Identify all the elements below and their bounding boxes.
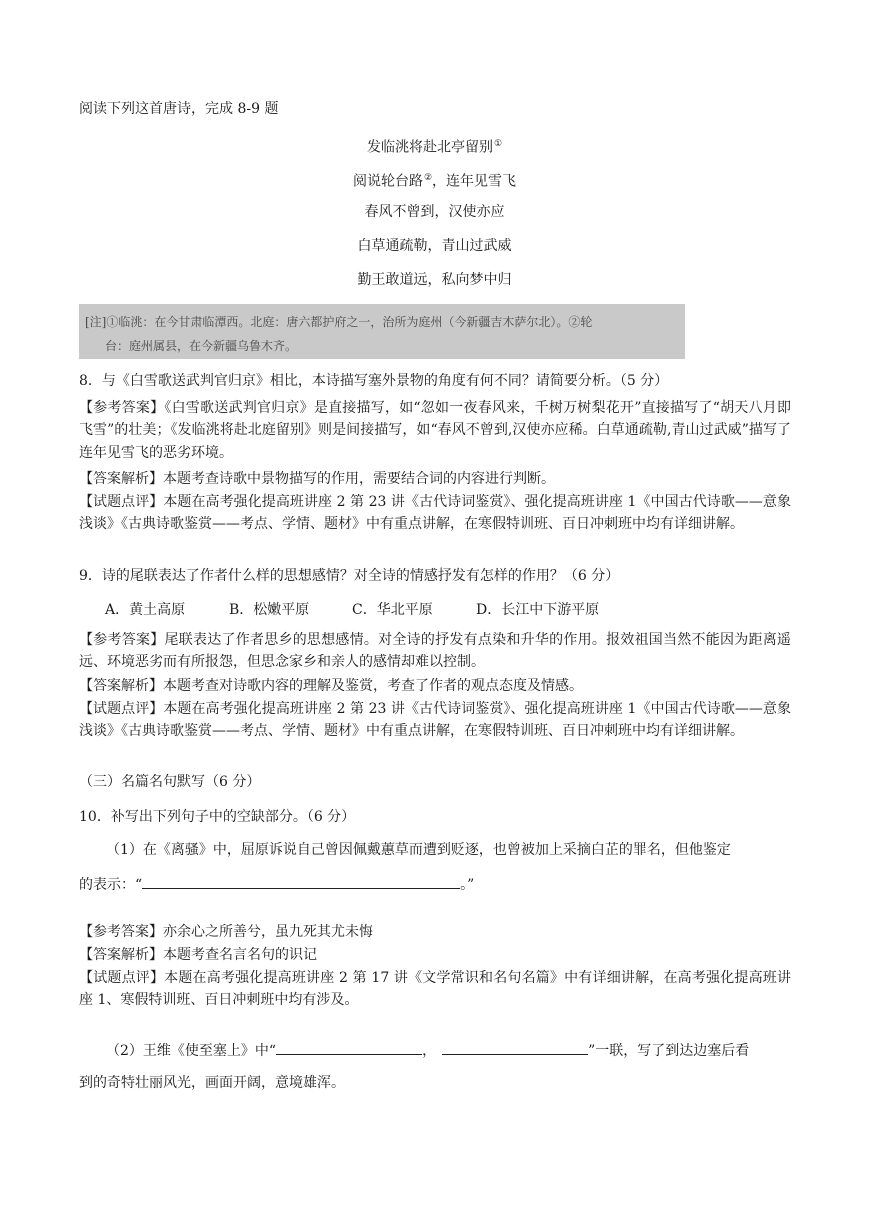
question-9: 9．诗的尾联表达了作者什么样的思想感情？对全诗的情感抒发有怎样的作用？（6 分） [79,568,620,584]
note-line-1: [注]①临洮：在今甘肃临潭西。北庭：唐六都护府之一，治所为庭州（今新疆吉木萨尔北）。②轮 [85,315,593,329]
poem-title [0,134,869,158]
poem-line-1-a: 阅说轮台路 [352,173,423,190]
analysis-text: 本题考查诗歌中景物描写的作用，需要结合词的内容进行判断。 [163,471,555,487]
answer-label: 【参考答案】 [79,924,163,940]
answer-text: 尾联表达了作者思乡的思想感情。对全诗的抒发有点染和升华的作用。报效祖国当然不能因为距离遥远、环境恶劣而有所报怨，但思念家乡和亲人的感情却难以控制。 [79,632,792,671]
q10-sub1-line1: （1）在《离骚》中，屈原诉说自己曾因佩戴蕙草而遭到贬逐，也曾被加上采摘白芷的罪名，但他鉴定 [106,842,731,858]
comment-label: 【试题点评】 [79,701,164,717]
poem-note-box [79,304,685,359]
quote-open: 的表示：“ [79,877,143,893]
poem-line-4: 勤王敢道远，私向梦中归 [357,272,512,288]
comment-text: 本题在高考强化提高班讲座 2 第 17 讲《文学常识和名句名篇》中有详细讲解，在高考强化提高班讲座 1、寒假特训班、百日冲刺班中均有涉及。 [79,970,791,1009]
q8-answer [79,397,791,464]
q10-sub2-line2: 到的奇特壮丽风光，画面开阔，意境雄浑。 [79,1075,345,1091]
q8-comment [79,491,791,536]
option-c: C．华北平原 [352,602,433,618]
option-d: D．长江中下游平原 [476,602,600,618]
answer-text: 《白雪歌送武判官归京》是直接描写，如“忽如一夜春风来，千树万树梨花开”直接描写了“胡天八月即飞雪”的壮美；《发临洮将赴北庭留别》则是间接描写，如“春风不曾到,汉使亦应稀。白草通疏勒,青山过武威”描写了连年见雪飞的恶劣环境。 [79,400,791,461]
answer-text: 亦余心之所善兮，虽九死其尤未悔 [163,924,373,940]
answer-label: 【参考答案】 [79,632,165,648]
q10-sub1-line2 [79,874,474,895]
q8-analysis [79,468,791,490]
note-line-2: 台：庭州属县，在今新疆乌鲁木齐。 [105,339,298,353]
question-8: 8．与《白雪歌送武判官归京》相比，本诗描写塞外景物的角度有何不同？请简要分析。（5 分） [79,373,669,389]
q10-comment [79,967,791,1012]
poem-line-3: 白草通疏勒，青山过武威 [357,238,512,254]
sub2-suffix: ”一联，写了到达边塞后看 [588,1043,750,1059]
fill-blank[interactable] [276,1040,422,1055]
q10-analysis [79,944,791,966]
q9-options [105,600,599,620]
analysis-label: 【答案解析】 [79,947,163,963]
poem-line-1 [0,168,869,192]
q9-analysis [79,675,791,697]
answer-label: 【参考答案】 [79,400,165,416]
poem-line-2: 春风不曾到，汉使亦应 [364,204,505,220]
reading-instruction: 阅读下列这首唐诗，完成 8-9 题 [79,101,279,117]
option-b: B．松嫩平原 [229,602,310,618]
fill-blank[interactable] [142,874,460,889]
fill-blank[interactable] [442,1040,588,1055]
q9-comment [79,698,791,743]
footnote-mark: ① [493,139,503,149]
analysis-label: 【答案解析】 [79,678,163,694]
quote-close: 。” [460,877,475,893]
footnote-mark: ② [423,173,433,183]
section-heading: （三）名篇名句默写（6 分） [79,774,261,790]
comment-text: 本题在高考强化提高班讲座 2 第 23 讲《古代诗词鉴赏》、强化提高班讲座 1《中国古代诗歌——意象浅谈》《古典诗歌鉴赏——考点、学情、题材》中有重点讲解，在寒假特训班、百日冲刺班中均有详细讲解。 [79,701,791,740]
sub2-comma: ， [422,1043,437,1059]
comment-text: 本题在高考强化提高班讲座 2 第 23 讲《古代诗词鉴赏》、强化提高班讲座 1《中国古代诗歌——意象浅谈》《古典诗歌鉴赏——考点、学情、题材》中有重点讲解，在寒假特训班、百日冲刺班中均有详细讲解。 [79,494,791,533]
q9-answer [79,629,791,674]
poem-title-text: 发临洮将赴北亭留别 [366,139,493,156]
comment-label: 【试题点评】 [79,970,165,986]
comment-label: 【试题点评】 [79,494,164,510]
analysis-label: 【答案解析】 [79,471,163,487]
analysis-text: 本题考查名言名句的识记 [163,947,317,963]
sub2-prefix: （2）王维《使至塞上》中“ [106,1043,277,1059]
analysis-text: 本题考查对诗歌内容的理解及鉴赏，考查了作者的观点态度及情感。 [163,678,583,694]
q10-answer [79,921,791,943]
q10-sub2-line1 [106,1040,749,1061]
poem-line-1-b: ，连年见雪飞 [432,173,517,190]
question-10: 10．补写出下列句子中的空缺部分。（6 分） [79,809,356,825]
option-a: A．黄土高原 [105,602,186,618]
